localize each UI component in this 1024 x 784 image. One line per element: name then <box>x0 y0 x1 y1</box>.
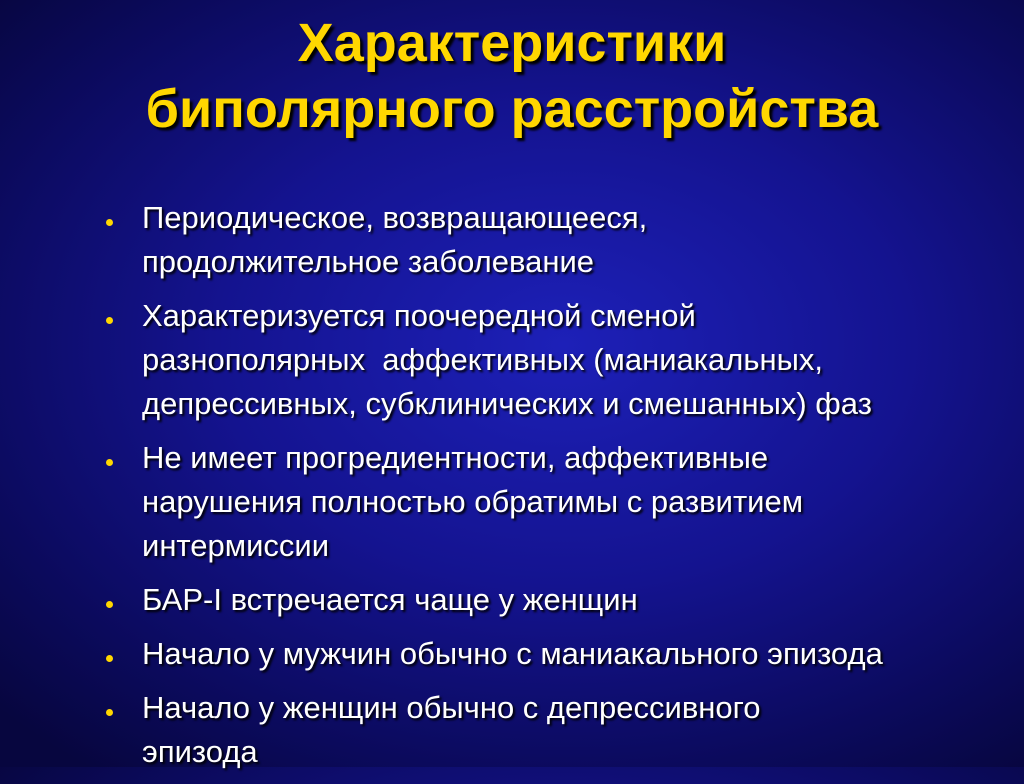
bullet-text-line: Начало у женщин обычно с депрессивного <box>142 690 761 725</box>
bullet-text-line: нарушения полностью обратимы с развитием <box>142 484 804 519</box>
bullet-text-line: Периодическое, возвращающееся, <box>142 200 648 235</box>
bullet-item <box>100 632 980 676</box>
bullet-text-line: депрессивных, субклинических и смешанных) фаз <box>142 386 872 421</box>
bullet-text-line: Характеризуется поочередной сменой <box>142 298 696 333</box>
bullet-text-line: Начало у мужчин обычно с маниакального эпизода <box>142 636 883 671</box>
bullet-text-line: разнополярных аффективных (маниакальных, <box>142 342 823 377</box>
bullet-dot-icon <box>106 655 113 662</box>
slide-title-line: Характеристики <box>297 13 727 73</box>
bullet-item <box>100 686 980 774</box>
bullet-text-line: БАР-I встречается чаще у женщин <box>142 582 638 617</box>
slide-title <box>0 10 1024 142</box>
bullet-text-line: эпизода <box>142 734 258 769</box>
bullet-dot-icon <box>106 459 113 466</box>
bullet-dot-icon <box>106 601 113 608</box>
bullet-item <box>100 196 980 284</box>
bullet-item <box>100 578 980 622</box>
bullet-text-line: продолжительное заболевание <box>142 244 595 279</box>
bullet-dot-icon <box>106 219 113 226</box>
bullet-item <box>100 436 980 568</box>
bullet-list <box>100 196 980 784</box>
bullet-dot-icon <box>106 317 113 324</box>
bullet-dot-icon <box>106 709 113 716</box>
bullet-item <box>100 294 980 426</box>
bullet-text-line: интермиссии <box>142 528 330 563</box>
slide-title-line: биполярного расстройства <box>145 79 879 139</box>
bullet-text-line: Не имеет прогредиентности, аффективные <box>142 440 769 475</box>
